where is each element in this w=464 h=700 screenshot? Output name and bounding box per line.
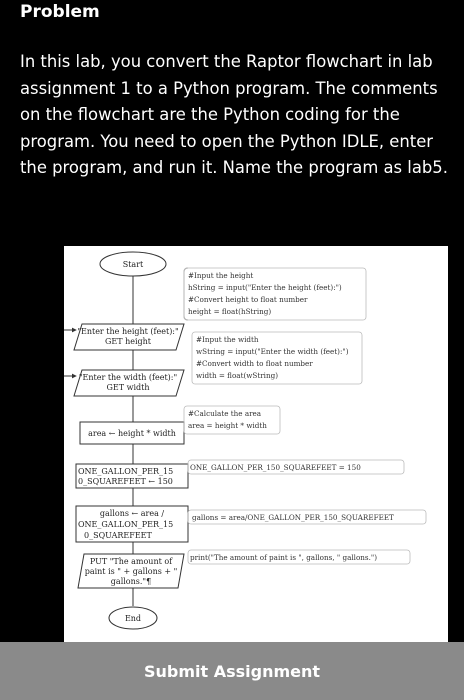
- problem-description: In this lab, you convert the Raptor flowchart in lab assignment 1 to a Python program. The comments on the flowchart are the Python coding for the program. You need to open the Python IDLE, enter the program, and run it. Name the program as lab5.: [20, 52, 448, 177]
- note-print-text: print("The amount of paint is ", gallons, " gallons."): [190, 553, 378, 562]
- input-width-get: GET width: [106, 383, 150, 392]
- note-area-line2: area = height * width: [188, 421, 267, 430]
- flowchart-image: [64, 246, 448, 642]
- submit-bar: [0, 642, 464, 700]
- output-line2: paint is " + gallons + ": [84, 567, 178, 576]
- flowchart-diagram: [64, 246, 448, 642]
- note-width-line4: width = float(wString): [196, 371, 278, 380]
- note-height-line2: hString = input("Enter the height (feet):"): [188, 283, 342, 292]
- note-width-line3: #Convert width to float number: [196, 359, 313, 368]
- output-line1: PUT "The amount of: [89, 557, 173, 566]
- assign-gallons-line3: 0_SQUAREFEET: [84, 531, 152, 540]
- input-width-prompt: "Enter the width (feet):": [78, 373, 178, 382]
- assign-gallons-line1: gallons ← area /: [99, 509, 165, 518]
- note-height-line1: #Input the height: [188, 271, 254, 280]
- start-label: Start: [122, 260, 144, 269]
- problem-heading: Problem: [20, 2, 100, 22]
- note-gallon-text: ONE_GALLON_PER_150_SQUAREFEET = 150: [190, 463, 361, 472]
- assign-gallon-line2: 0_SQUAREFEET ← 150: [78, 477, 173, 486]
- end-label: End: [124, 614, 142, 623]
- note-width-line1: #Input the width: [196, 335, 259, 344]
- note-width-line2: wString = input("Enter the width (feet):"): [196, 347, 349, 356]
- input-height-prompt: "Enter the height (feet):": [77, 327, 179, 336]
- assign-area-label: area ← height * width: [88, 429, 176, 438]
- note-gallons-text: gallons = area/ONE_GALLON_PER_150_SQUAREFEET: [192, 513, 394, 522]
- output-line3: gallons."¶: [110, 577, 152, 586]
- assign-gallon-line1: ONE_GALLON_PER_15: [78, 467, 174, 476]
- note-area-line1: #Calculate the area: [188, 409, 262, 418]
- note-height-line4: height = float(hString): [188, 307, 272, 316]
- note-height-line3: #Convert height to float number: [188, 295, 308, 304]
- submit-assignment-button[interactable]: Submit Assignment: [143, 661, 321, 681]
- input-height-get: GET height: [104, 337, 152, 346]
- assign-gallons-line2: ONE_GALLON_PER_15: [78, 520, 174, 529]
